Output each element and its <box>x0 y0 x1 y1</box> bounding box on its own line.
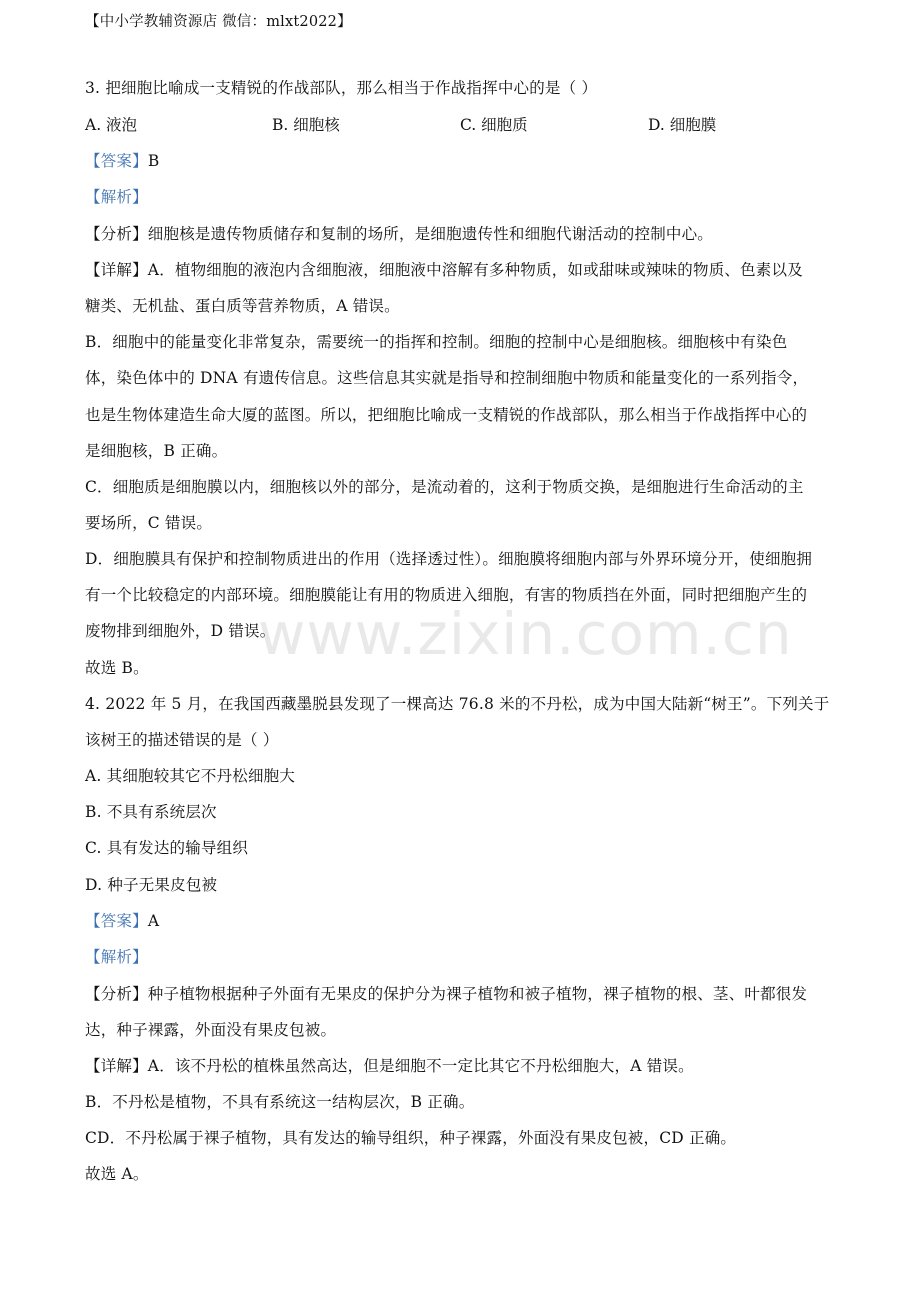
q4-stem: 4. 2022 年 5 月，在我国西藏墨脱县发现了一棵高达 76.8 米的不丹松，成为中国大陆新“树王”。下列关于 <box>85 695 830 713</box>
q3-analysis-line: D．细胞膜具有保护和控制物质进出的作用（选择透过性）。细胞膜将细胞内部与外界环境分开，使细胞拥 <box>85 550 813 568</box>
q4-option-b: B. 不具有系统层次 <box>85 803 217 821</box>
page-header: 【中小学教辅资源店 微信：mlxt2022】 <box>85 14 352 30</box>
q4-analysis-line: CD．不丹松属于裸子植物，具有发达的输导组织，种子裸露，外面没有果皮包被，CD 正确。 <box>85 1129 737 1147</box>
q3-analysis-line: 【详解】A．植物细胞的液泡内含细胞液，细胞液中溶解有多种物质，如或甜味或辣味的物质、色素以及 <box>85 261 803 279</box>
q3-analysis-line: C．细胞质是细胞膜以内，细胞核以外的部分，是流动着的，这利于物质交换，是细胞进行生命活动的主 <box>85 478 804 496</box>
q3-analysis-line: 有一个比较稳定的内部环境。细胞膜能让有用的物质进入细胞，有害的物质挡在外面，同时把细胞产生的 <box>85 586 808 604</box>
q4-analysis-line: 【分析】种子植物根据种子外面有无果皮的保护分为裸子植物和被子植物，裸子植物的根、茎、叶都很发 <box>85 985 808 1003</box>
q3-analysis-line: 废物排到细胞外，D 错误。 <box>85 622 276 640</box>
q4-conclusion: 故选 A。 <box>85 1165 149 1183</box>
q4-analysis-line: 达，种子裸露，外面没有果皮包被。 <box>85 1021 337 1039</box>
q3-stem: 3. 把细胞比喻成一支精锐的作战部队，那么相当于作战指挥中心的是（ ） <box>85 79 598 97</box>
answer-tag: 【答案】 <box>85 152 148 170</box>
answer-tag: 【答案】 <box>85 912 148 930</box>
watermark: www.zixin.com.cn <box>258 600 793 668</box>
q3-option-b: B. 细胞核 <box>272 116 340 134</box>
q3-answer <box>85 151 159 171</box>
q3-option-d: D. 细胞膜 <box>648 116 717 134</box>
q4-analysis-tag: 【解析】 <box>85 948 148 966</box>
q3-conclusion: 故选 B。 <box>85 659 149 677</box>
answer-value: B <box>147 152 160 170</box>
q4-option-d: D. 种子无果皮包被 <box>85 876 218 894</box>
q4-option-c: C. 具有发达的输导组织 <box>85 839 249 857</box>
q3-analysis-line: 要场所，C 错误。 <box>85 514 213 532</box>
q3-analysis-line: B．细胞中的能量变化非常复杂，需要统一的指挥和控制。细胞的控制中心是细胞核。细胞核中有染色 <box>85 333 788 351</box>
q4-stem: 该树王的描述错误的是（ ） <box>85 731 279 749</box>
q3-analysis-tag: 【解析】 <box>85 188 148 206</box>
q3-analysis-line: 也是生物体建造生命大厦的蓝图。所以，把细胞比喻成一支精锐的作战部队，那么相当于作战指挥中心的 <box>85 406 808 424</box>
q3-option-c: C. 细胞质 <box>460 116 528 134</box>
q3-analysis-line: 是细胞核，B 正确。 <box>85 442 228 460</box>
q4-analysis-line: B．不丹松是植物，不具有系统这一结构层次，B 正确。 <box>85 1093 475 1111</box>
q3-analysis-line: 糖类、无机盐、蛋白质等营养物质，A 错误。 <box>85 297 400 315</box>
q3-analysis-line: 体，染色体中的 DNA 有遗传信息。这些信息其实就是指导和控制细胞中物质和能量变化的一系列指令， <box>85 369 809 387</box>
q3-option-a: A. 液泡 <box>85 116 138 134</box>
q4-answer <box>85 911 159 931</box>
q3-analysis-line: 【分析】细胞核是遗传物质储存和复制的场所，是细胞遗传性和细胞代谢活动的控制中心。 <box>85 225 714 243</box>
answer-value: A <box>147 912 160 930</box>
q4-option-a: A. 其细胞较其它不丹松细胞大 <box>85 767 296 785</box>
q4-analysis-line: 【详解】A．该不丹松的植株虽然高达，但是细胞不一定比其它不丹松细胞大，A 错误。 <box>85 1057 694 1075</box>
